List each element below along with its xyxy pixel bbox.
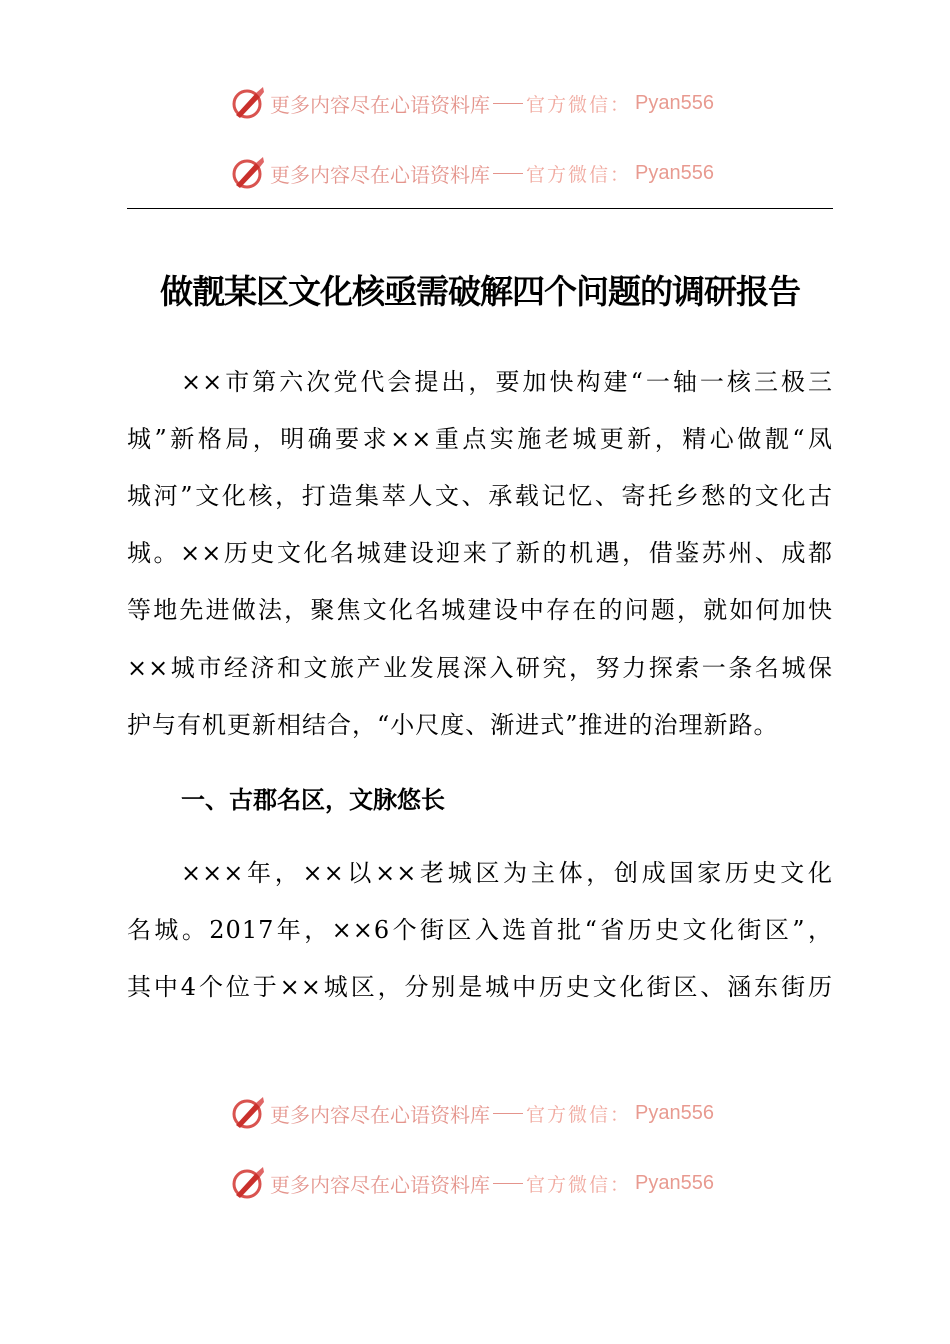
- watermark-text: 更多内容尽在心语资料库: [270, 1102, 490, 1127]
- pen-nib-logo-icon: [230, 1095, 266, 1131]
- header-divider: [127, 208, 833, 209]
- watermark-dash: [493, 103, 523, 104]
- section-line: 名城。2017年，××6个街区入选首批“省历史文化街区”，: [127, 916, 833, 944]
- intro-line: ××城市经济和文旅产业发展深入研究，努力探索一条名城保: [127, 654, 833, 682]
- watermark-banner: [230, 83, 714, 123]
- watermark-wechat-id: Pyan556: [635, 91, 714, 114]
- section-line: 其中4个位于××城区，分别是城中历史文化街区、涵东街历: [127, 973, 833, 1001]
- intro-line: 等地先进做法，聚焦文化名城建设中存在的问题，就如何加快: [127, 596, 833, 624]
- watermark-wechat-label: 官方微信：: [526, 163, 632, 186]
- watermark-wechat-label: 官方微信：: [526, 1103, 632, 1126]
- watermark-wechat-label: 官方微信：: [526, 1173, 632, 1196]
- watermark-text: 更多内容尽在心语资料库: [270, 1172, 490, 1197]
- watermark-wechat-id: Pyan556: [635, 161, 714, 184]
- watermark-banner: [230, 1093, 714, 1133]
- watermark-dash: [493, 1113, 523, 1114]
- intro-line: 城。××历史文化名城建设迎来了新的机遇，借鉴苏州、成都: [127, 539, 833, 567]
- pen-nib-logo-icon: [230, 85, 266, 121]
- watermark-banner: [230, 1163, 714, 1203]
- intro-line: ××市第六次党代会提出，要加快构建“一轴一核三极三: [181, 368, 833, 396]
- section-heading: 一、古郡名区，文脉悠长: [181, 786, 445, 814]
- intro-line: 护与有机更新相结合，“小尺度、渐进式”推进的治理新路。: [127, 711, 779, 739]
- watermark-banner: [230, 153, 714, 193]
- watermark-wechat-id: Pyan556: [635, 1101, 714, 1124]
- section-line: ×××年，××以××老城区为主体，创成国家历史文化: [181, 859, 833, 887]
- pen-nib-logo-icon: [230, 155, 266, 191]
- intro-line: 城河”文化核，打造集萃人文、承载记忆、寄托乡愁的文化古: [127, 482, 833, 510]
- watermark-dash: [493, 1183, 523, 1184]
- document-title: 做靓某区文化核亟需破解四个问题的调研报告: [160, 272, 800, 311]
- watermark-wechat-label: 官方微信：: [526, 93, 632, 116]
- intro-line: 城”新格局，明确要求××重点实施老城更新，精心做靓“凤: [127, 425, 833, 453]
- watermark-dash: [493, 173, 523, 174]
- watermark-text: 更多内容尽在心语资料库: [270, 92, 490, 117]
- watermark-wechat-id: Pyan556: [635, 1171, 714, 1194]
- pen-nib-logo-icon: [230, 1165, 266, 1201]
- watermark-text: 更多内容尽在心语资料库: [270, 162, 490, 187]
